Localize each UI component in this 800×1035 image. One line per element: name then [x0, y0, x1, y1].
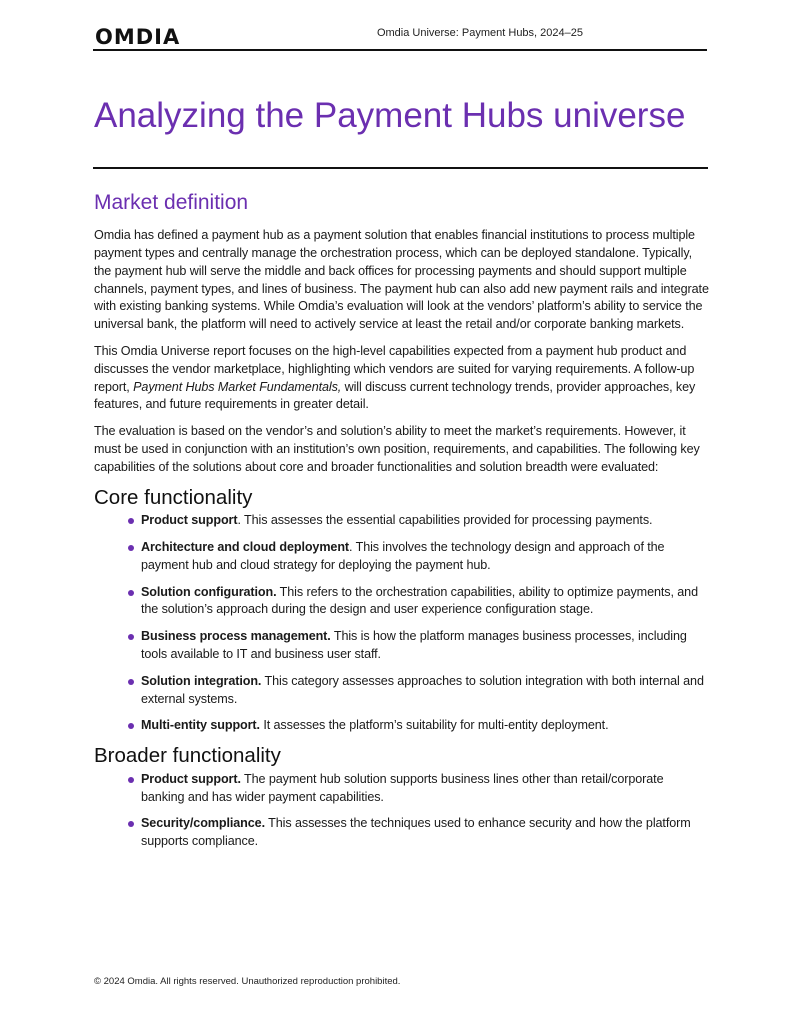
item-lead: Business process management.: [141, 629, 331, 644]
header-rule: [93, 49, 707, 51]
bullet-icon: [128, 821, 134, 827]
item-text: It assesses the platform’s suitability for multi-entity deployment.: [259, 718, 609, 733]
bullet-icon: [128, 518, 134, 524]
bullet-icon: [128, 634, 134, 640]
core-functionality-list: [94, 512, 710, 735]
page-title: Analyzing the Payment Hubs universe: [94, 96, 686, 135]
item-lead: Product support: [141, 513, 238, 528]
list-item: [141, 717, 710, 735]
item-lead: Multi-entity support.: [141, 718, 260, 733]
item-text: . This assesses the essential capabilities provided for processing payments.: [237, 513, 653, 528]
item-lead: Security/compliance.: [141, 816, 265, 831]
paragraph-2-text-end: will discuss current technology trends, provider approaches, key features, and future requirements in greater detail.: [94, 379, 696, 412]
title-rule: [93, 167, 708, 169]
item-lead: Solution integration.: [141, 673, 262, 688]
bullet-icon: [128, 679, 134, 685]
item-lead: Product support.: [141, 771, 241, 786]
report-title-italic: Payment Hubs Market Fundamentals,: [133, 379, 342, 394]
paragraph-2-text-start: This Omdia Universe report focuses on the high-level capabilities expected from a payment hub product and discusses the vendor marketplace, highlighting which vendors are suited for varying requirements. A follow-up report,: [94, 343, 695, 394]
list-item: [141, 815, 710, 851]
list-item: [141, 628, 710, 664]
main-content: [94, 190, 710, 860]
item-text: This is how the platform manages business processes, including tools available to IT and business user staff.: [141, 629, 687, 661]
market-definition-paragraph-2: [94, 343, 710, 414]
item-text: This refers to the orchestration capabilities, ability to optimize payments, and the solution’s approach during the design and user experience configuration stage.: [141, 584, 698, 617]
list-item: [141, 584, 710, 620]
list-item: [141, 539, 710, 575]
running-head: Omdia Universe: Payment Hubs, 2024–25: [376, 27, 583, 39]
item-lead: Architecture and cloud deployment: [141, 539, 350, 554]
item-text: This category assesses approaches to solution integration with both internal and external systems.: [141, 673, 704, 706]
bullet-icon: [128, 723, 134, 729]
item-text: The payment hub solution supports business lines other than retail/corporate banking and has wider payment capabilities.: [141, 771, 664, 804]
broader-functionality-heading: Broader functionality: [94, 744, 281, 768]
bullet-icon: [128, 777, 134, 783]
copyright-footer: © 2024 Omdia. All rights reserved. Unauthorized reproduction prohibited.: [94, 976, 401, 987]
item-text: This assesses the techniques used to enhance security and how the platform supports compliance.: [141, 816, 691, 849]
broader-functionality-list: [94, 771, 710, 851]
item-text: . This involves the technology design and approach of the payment hub and cloud strategy for deploying the payment hub.: [141, 539, 665, 572]
item-lead: Solution configuration.: [141, 584, 277, 599]
list-item: [141, 771, 710, 807]
market-definition-paragraph-3: The evaluation is based on the vendor’s and solution’s ability to meet the market’s requirements. However, it must be used in conjunction with an institution’s own position, requirements, and capabilities. The following key capabilities of the solutions about core and broader functionalities and solution breadth were evaluated:: [94, 424, 700, 474]
market-definition-heading: Market definition: [94, 191, 249, 214]
bullet-icon: [128, 545, 134, 551]
omdia-logo: OMDIA: [95, 25, 181, 49]
core-functionality-heading: Core functionality: [94, 485, 253, 509]
list-item: [141, 673, 710, 709]
bullet-icon: [128, 590, 134, 596]
market-definition-paragraph-1: Omdia has defined a payment hub as a payment solution that enables financial institutions to process multiple payment types and centrally manage the orchestration process, which can be deployed standalone. Typically, the payment hub will serve the middle and back offices for processing payments and should support multiple channels, payment types, and lines of business. The payment hub can also add new payment rails and integrate with existing banking systems. While Omdia’s evaluation will look at the vendors’ platform’s ability to service the universal bank, the platform will need to actively service at least the retail and/or corporate banking markets.: [94, 228, 709, 332]
list-item: [141, 512, 710, 530]
